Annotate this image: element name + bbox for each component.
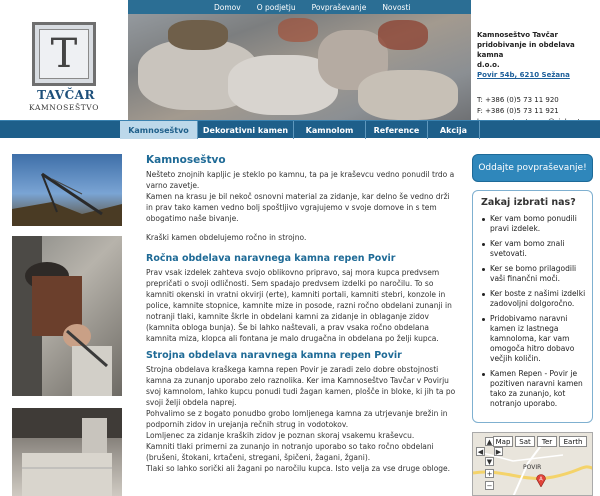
strojna-paragraph-5: Tlaki so lahko sorički ali žagani po naročilu kupca. Isto velja za vse druge obloge. [146,464,451,473]
logo-glyph: T [50,31,78,77]
section-heading-rocna: Ročna obdelava naravnega kamna repen Povir [146,253,396,264]
stonework-photo [12,408,122,496]
why-choose-us-box [472,190,593,423]
map-type-sat-button[interactable]: Sat [515,436,535,447]
top-nav-povprasevanje[interactable]: Povpraševanje [311,2,367,12]
map-zoom-in-icon[interactable]: + [486,469,493,478]
map-type-earth-button[interactable]: Earth [559,436,587,447]
section-heading-strojna: Strojna obdelava naravnega kamna repen Povir [146,350,402,361]
page-title: Kamnoseštvo [146,154,226,166]
fax: F: +386 (0)5 73 11 921 [477,107,559,115]
main-content [146,154,458,474]
submit-inquiry-button[interactable]: Oddajte povpraševanje! [472,154,593,182]
tab-kamnolom[interactable]: Kamnolom [294,121,366,139]
crane-photo [12,154,122,226]
map-zoom-out-icon[interactable]: − [486,481,493,490]
phone: T: +386 (0)5 73 11 920 [477,96,559,104]
location-map[interactable] [472,432,593,496]
why-item: Ker vam bomo znali svetovati. [481,239,586,259]
why-title: Zakaj izbrati nas? [481,197,576,208]
map-pan-down-icon[interactable]: ▼ [486,457,493,466]
map-marker-icon[interactable] [535,473,547,487]
logo[interactable] [0,0,128,120]
map-pan-up-icon[interactable]: ▲ [486,437,493,446]
tab-reference[interactable]: Reference [366,121,428,139]
intro-paragraph-3: Kraški kamen obdelujemo ročno in strojno. [146,233,307,242]
strojna-paragraph-2: Pohvalimo se z bogato ponudbo grobo lomljenega kamna za utrjevanje brežin in podpornih zidov in urejanja rečnih strug in vodotokov. [146,409,448,429]
map-pan-left-icon[interactable]: ◀ [477,447,484,456]
intro-paragraph-1: Nešteto znojnih kapljic je steklo po kamnu, ta pa je kraševcu vedno ponudil trdo a varno zavetje. [146,170,455,190]
company-form: d.o.o. [477,61,500,69]
company-name: Kamnoseštvo Tavčar [477,31,558,39]
strojna-paragraph-1: Strojna obdelava kraškega kamna repen Povir je zaradi zelo dobre obstojnosti kamna za zunanjo uporabo zelo raznolika. Ker ima Kamnoseštvo Tavčar v Povirju svoj kamnolom, lahko kupcu ponudi tudi žagan kamen, plošče in bloke, ki jih ta po svoji želji obdela naprej. [146,365,456,407]
svg-text:A: A [539,476,543,483]
strojna-paragraph-3: Lomljenec za zidanje kraških zidov je poznan skoraj vsakemu kraševcu. [146,431,415,440]
why-item: Ker vam bomo ponudili pravi izdelek. [481,214,586,234]
company-desc: pridobivanje in obdelava kamna [477,41,575,59]
logo-mark [32,22,96,86]
rocna-paragraph: Prav vsak izdelek zahteva svojo oblikovno pripravo, saj mora kupca predvsem prepričati o svoji odličnosti. Sem spadajo predvsem izdelki po naročilu. To so kamniti okenski in vratni okvirji (erte), kamniti portali, kamniti stebri, konzole in police, kamnite stopnice, kamnite mize in posode, razni ročno obdelani zunanji in notranji tlaki, kamnite škrle in obdelani kamni za zidanje in oblaganje zidov (kamnita obloga bunja). Še bi lahko naštevali, a prav vsaka ročno obdelana kamnita miza, klopca ali fontana je malo drugačna in obdelana po želji kupca. [146,268,452,343]
map-type-map-button[interactable]: Map [493,436,513,447]
header-stone-image [128,0,471,120]
tab-akcija[interactable]: Akcija [428,121,480,139]
map-pan-right-icon[interactable]: ▶ [495,447,502,456]
top-nav-domov[interactable]: Domov [214,2,241,12]
top-nav-o-podjetju[interactable]: O podjetju [256,2,296,12]
tab-kamnosestvo[interactable]: Kamnoseštvo [120,121,198,139]
strojna-paragraph-4: Kamniti tlaki primerni za zunanjo in notranjo uporabo so tako ročno obdelani (brušeni, štokani, krtačeni, stregani, špičeni, žagani, žgani). [146,442,434,462]
why-item: Ker se bomo prilagodili vaši finančni moči. [481,264,586,284]
tab-dekorativni-kamen[interactable]: Dekorativni kamen [198,121,294,139]
contact-info [471,0,600,120]
why-list [481,214,586,409]
logo-name: TAVČAR [37,88,95,102]
map-type-ter-button[interactable]: Ter [537,436,557,447]
intro-paragraph-2: Kamen na krasu je bil nekoč osnovni material za zidanje, kar delno še vedno drži in prav tako kamen vedno bolj spoštljivo vgrajujemo v svoje domove in s tem obogatimo naše bivanje. [146,192,450,223]
map-place-label: POVIR [523,464,542,471]
why-item: Pridobivamo naravni kamen iz lastnega kamnoloma, kar vam omogoča hitro dobavo večjih količin. [481,314,586,364]
top-nav-novosti[interactable]: Novosti [382,2,411,12]
top-nav [128,0,471,14]
why-item: Kamen Repen - Povir je pozitiven naravni kamen tako za zunanjo, kot notranjo uporabo. [481,369,586,409]
address-link[interactable]: Povir 54b, 6210 Sežana [477,71,570,79]
stonemason-photo [12,236,122,396]
main-nav [0,120,600,138]
logo-subtitle: KAMNOSEŠTVO [29,103,99,112]
why-item: Ker boste z našimi izdelki zadovoljni dolgoročno. [481,289,586,309]
